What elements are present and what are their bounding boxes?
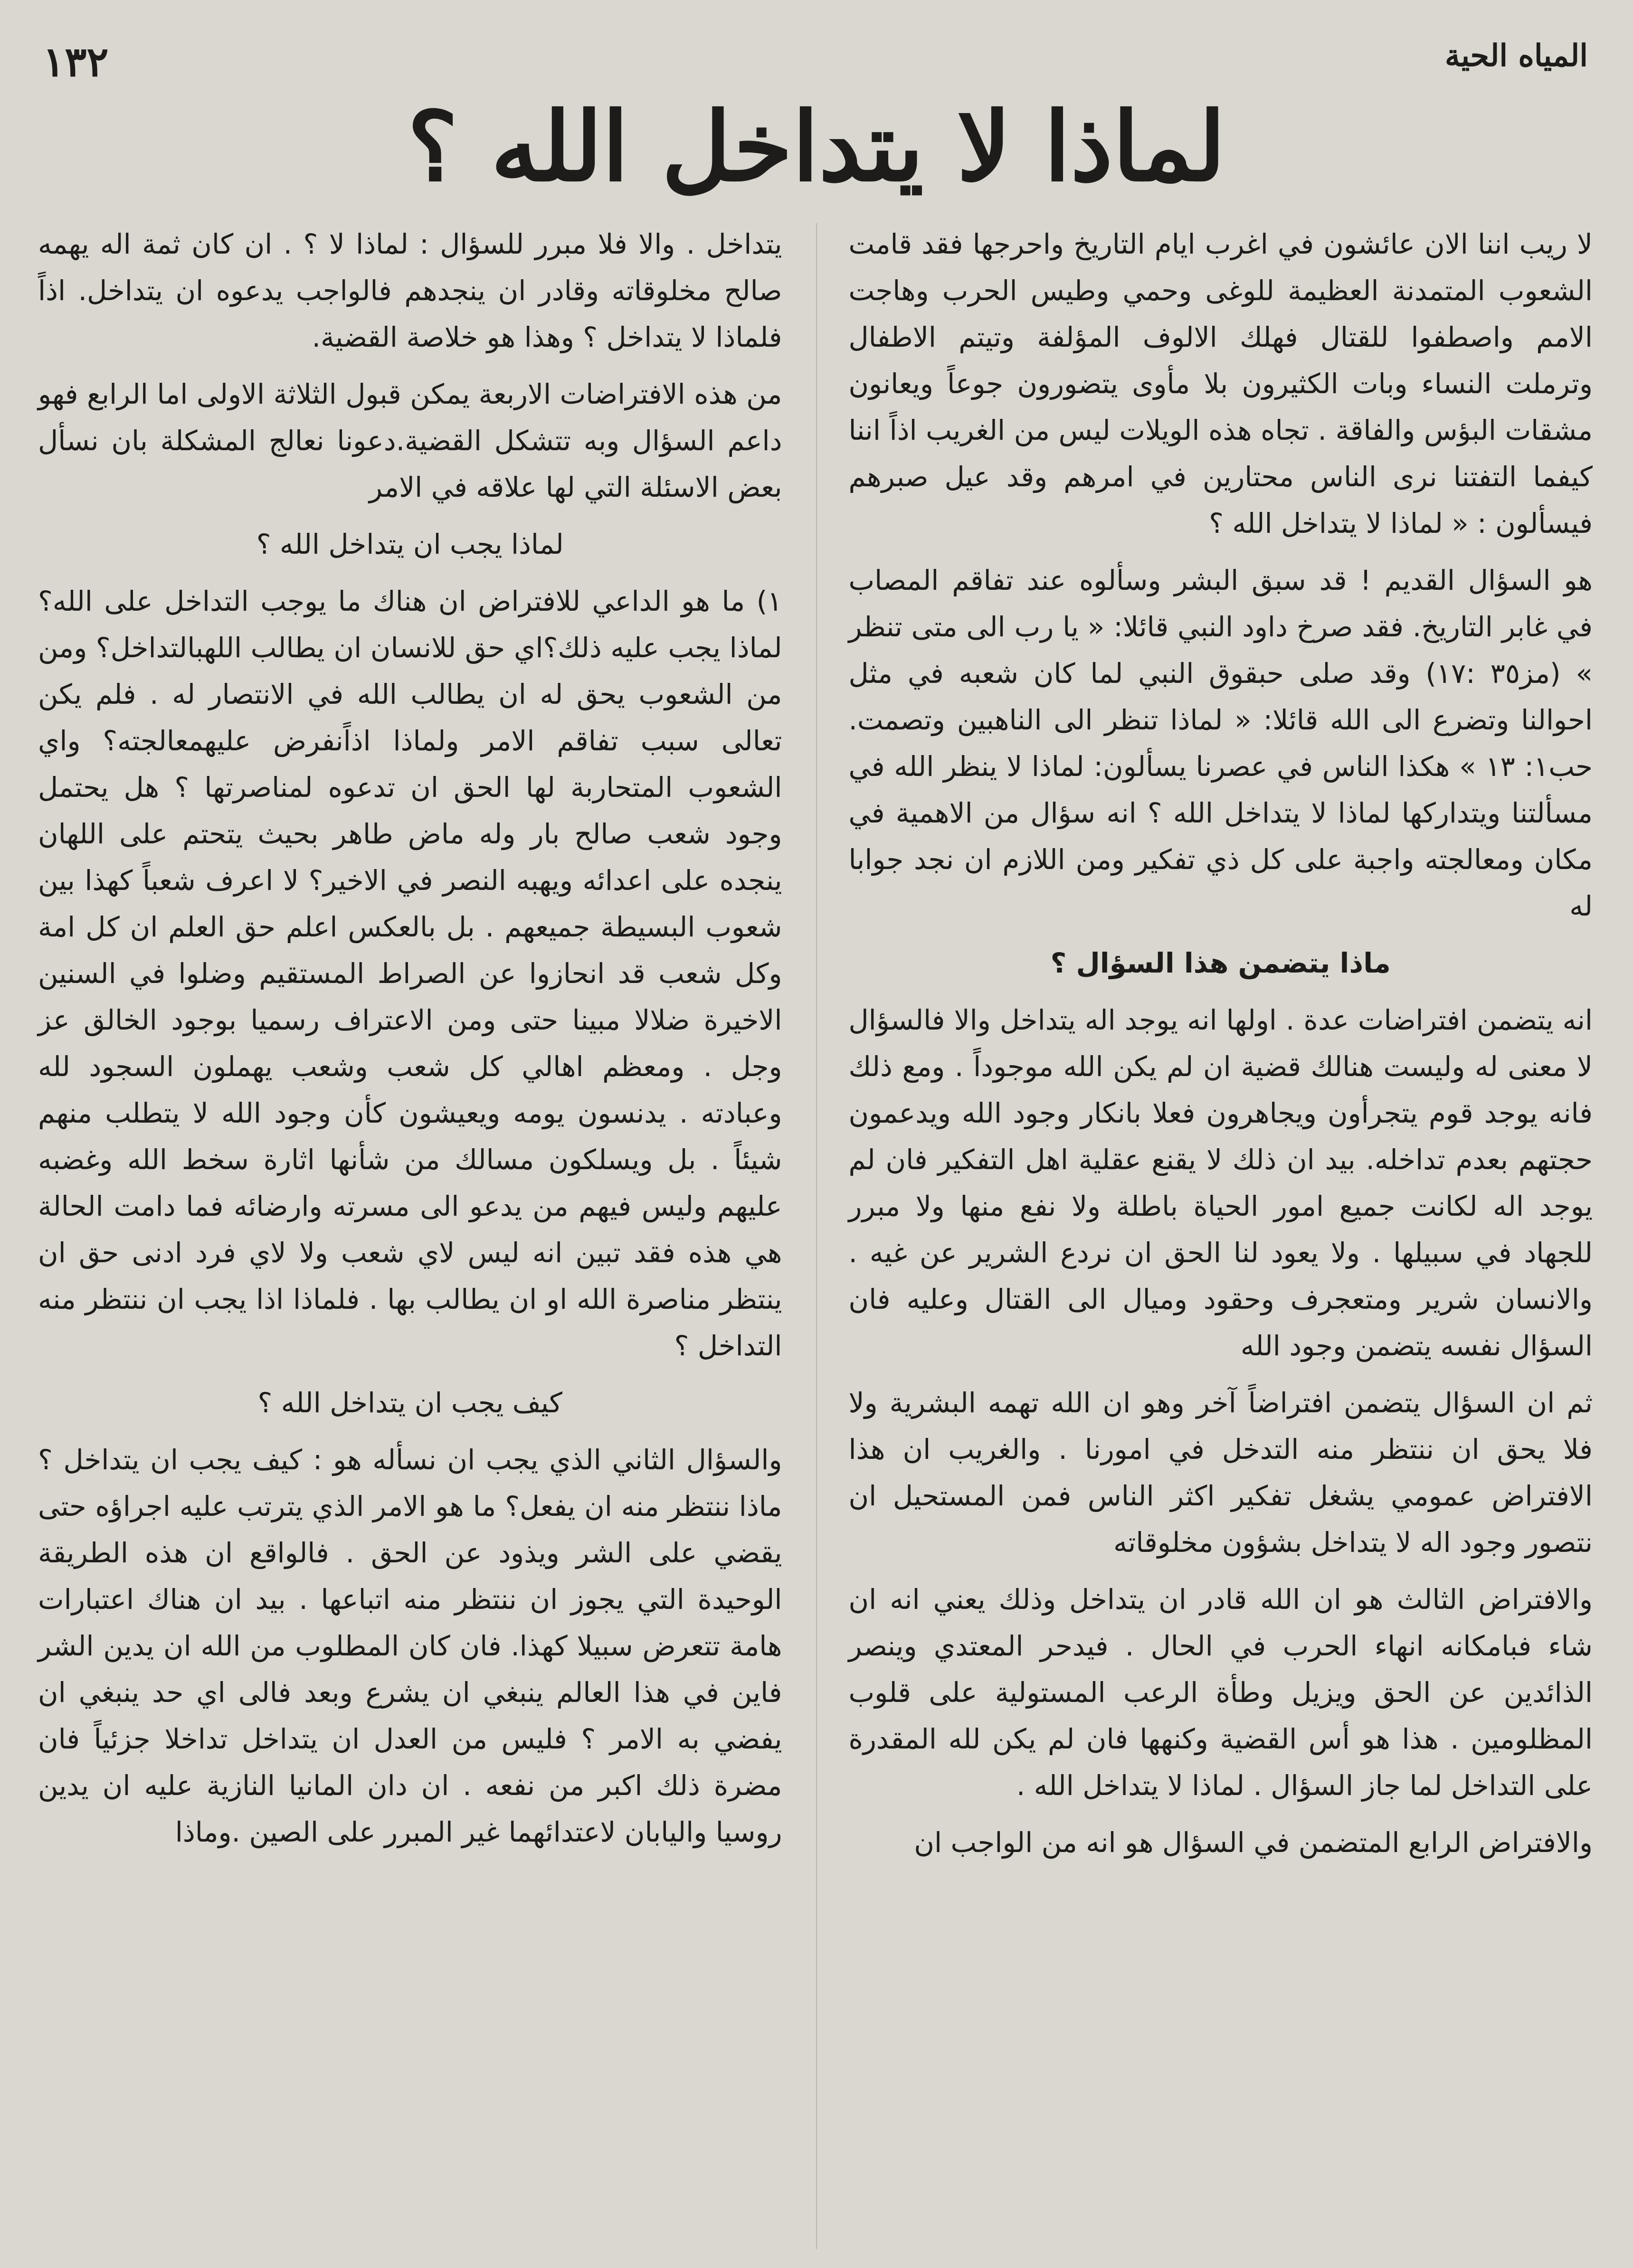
paragraph: ثم ان السؤال يتضمن افتراضاً آخر وهو ان الله تهمه البشرية ولا فلا يحق ان ننتظر منه التدخل في امورنا . والغريب ان هذا الافتراض عمومي يشغل تفكير اكثر الناس فمن المستحيل ان نتصور وجود اله لا يتداخل بشؤون مخلوقاته bbox=[848, 1387, 1593, 1559]
paragraph: لا ريب اننا الان عائشون في اغرب ايام التاريخ واحرجها فقد قامت الشعوب المتمدنة العظيمة للوغى وحمي وطيس الحرب وهاجت الامم واصطفوا للقتال فهلك الالوف المؤلفة وتيتم الاطفال وترملت النساء وبات الكثيرون بلا مأوى يتضورون جوعاً ويعانون مشقات البؤس والفاقة . تجاه هذه الويلات ليس من الغريب اذاً اننا كيفما التفتنا نرى الناس محتارين في امرهم وقد عيل صبرهم فيسألون : « لماذا لا يتداخل الله ؟ bbox=[848, 228, 1593, 539]
paragraph: يتداخل . والا فلا مبرر للسؤال : لماذا لا ؟ . ان كان ثمة اله يهمه صالح مخلوقاته وقادر ان ينجدهم فالواجب يدعوه ان يتداخل. اذاً فلماذا لا يتداخل ؟ وهذا هو خلاصة القضية. bbox=[38, 228, 782, 353]
section-heading: كيف يجب ان يتداخل الله ؟ bbox=[257, 1387, 562, 1419]
paragraph: والافتراض الرابع المتضمن في السؤال هو انه من الواجب ان bbox=[914, 1826, 1593, 1859]
article-body bbox=[38, 221, 1593, 2254]
magazine-name: المياه الحية bbox=[1444, 38, 1588, 74]
section-heading: لماذا يجب ان يتداخل الله ؟ bbox=[256, 528, 564, 560]
section-heading: ماذا يتضمن هذا السؤال ؟ bbox=[1050, 947, 1391, 979]
paragraph: والسؤال الثاني الذي يجب ان نسأله هو : كيف يجب ان يتداخل ؟ ماذا ننتظر منه ان يفعل؟ ما هو الامر الذي يترتب عليه اجراؤه حتى يقضي على الشر ويذود عن الحق . فالواقع ان هذه الطريقة الوحيدة التي يجوز ان ننتظر منه اتباعها . بيد ان هناك اعتبارات هامة تتعرض سبيلا كهذا. فان كان المطلوب من الله ان يدين الشر فاين في هذا العالم ينبغي ان يشرع وبعد فالى اي حد ينبغي ان يفضي به الامر ؟ فليس من العدل ان يتداخل تداخلا جزئياً فان مضرة ذلك اكبر من نفعه . ان دان المانيا النازية عليه ان يدين روسيا واليابان لاعتدائهما غير المبرر على الصين .وماذا bbox=[38, 1444, 782, 1848]
right-column bbox=[849, 221, 1593, 2254]
paragraph: ١) ما هو الداعي للافتراض ان هناك ما يوجب التداخل على الله؟لماذا يجب عليه ذلك؟اي حق للانسان ان يطالب اللهبالتداخل؟ ومن من الشعوب يحق له ان يطالب الله في الانتصار له . فلم يكن تعالى سبب تفاقم الامر ولماذا اذاًنفرض عليهمعالجته؟ واي الشعوب المتحاربة لها الحق ان تدعوه لمناصرتها ؟ هل يحتمل وجود شعب صالح بار وله ماض طاهر بحيث يتحتم على اللهان ينجده على اعدائه ويهبه النصر في الاخير؟ لا اعرف شعباً كهذا بين شعوب البسيطة جميعهم . بل بالعكس اعلم حق العلم ان كل امة وكل شعب قد انحازوا عن الصراط المستقيم وضلوا في السنين الاخيرة ضلالا مبينا حتى ومن الاعتراف رسميا بوجود الخالق عز وجل . ومعظم اهالي كل شعب وشعب يهملون السجود لله وعبادته . يدنسون يومه ويعيشون كأن وجود الله لا يتطلب منهم شيئاً . بل ويسلكون مسالك من شأنها اثارة سخط الله وغضبه عليهم وليس فيهم من يدعو الى مسرته وارضائه فما دامت الحالة هي هذه فقد تبين انه ليس لاي شعب ولا لاي فرد ادنى حق ان ينتظر مناصرة الله او ان يطالب بها . فلماذا اذا يجب ان ننتظر منه التداخل ؟ bbox=[38, 585, 782, 1362]
article-title: لماذا لا يتداخل الله ؟ bbox=[407, 91, 1226, 203]
paragraph: هو السؤال القديم ! قد سبق البشر وسألوه عند تفاقم المصاب في غابر التاريخ. فقد صرخ داود النبي قائلا: « يا رب الى متى تنظر » (مز٣٥ :١٧) وقد صلى حبقوق النبي لما كان شعبه في مثل احوالنا وتضرع الى الله قائلا: « لماذا تنظر الى الناهبين وتصمت. حب١: ١٣ » هكذا الناس في عصرنا يسألون: لماذا لا ينظر الله في مسألتنا ويتدارکها لماذا لا يتداخل الله ؟ انه سؤال من الاهمية في مكان ومعالجته واجبة على كل ذي تفكير ومن اللازم ان نجد جوابا له bbox=[848, 564, 1593, 922]
paragraph: من هذه الافتراضات الاربعة يمكن قبول الثلاثة الاولى اما الرابع فهو داعم السؤال وبه تتشكل القضية.دعونا نعالج المشكلة بان نسأل بعض الاسئلة التي لها علاقه في الامر bbox=[38, 378, 782, 503]
paragraph: والافتراض الثالث هو ان الله قادر ان يتداخل وذلك يعني انه ان شاء فبامكانه انهاء الحرب في الحال . فيدحر المعتدي وينصر الذائدين عن الحق ويزيل وطأة الرعب المستولية على قلوب المظلومين . هذا هو أس القضية وكنهها فان لم يكن لله المقدرة على التداخل لما جاز السؤال . لماذا لا يتداخل الله . bbox=[848, 1583, 1593, 1802]
paragraph: انه يتضمن افتراضات عدة . اولها انه يوجد اله يتداخل والا فالسؤال لا معنى له وليست هنالك قضية ان لم يكن الله موجوداً . ومع ذلك فانه يوجد قوم يتجرأون ويجاهرون فعلا بانكار وجود الله ويدعمون حجتهم بعدم تداخله. بيد ان ذلك لا يقنع عقلية اهل التفكير فان لم يوجد اله لكانت جميع امور الحياة باطلة ولا نفع منها ولا مبرر للجهاد في سبيلها . ولا يعود لنا الحق ان نردع الشرير عن غيه . والانسان شرير ومتعجرف وحقود وميال الى القتال وعليه فان السؤال نفسه يتضمن وجود الله bbox=[848, 1004, 1593, 1362]
left-column bbox=[38, 221, 782, 2254]
page-number: ١٣٢ bbox=[43, 38, 109, 86]
